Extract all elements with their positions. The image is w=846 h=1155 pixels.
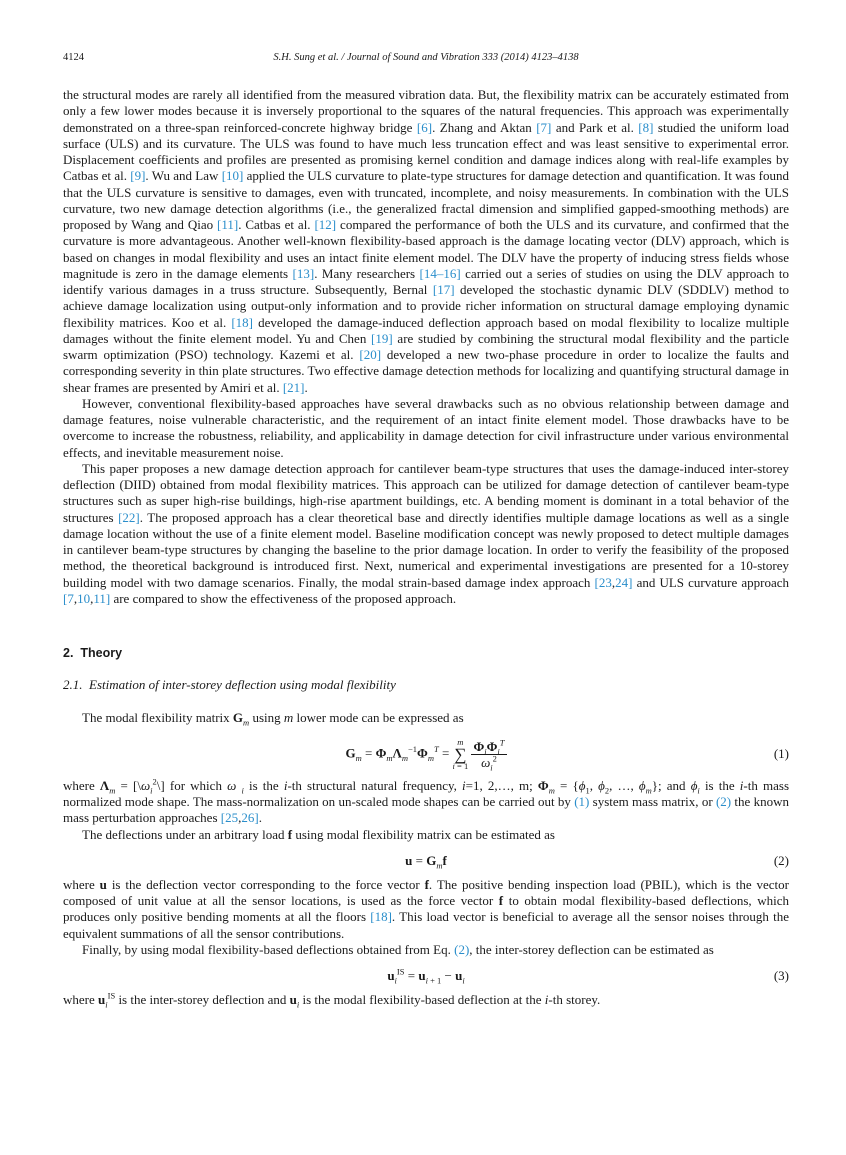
citation-link[interactable]: [8]	[638, 119, 654, 135]
section-title: Theory	[80, 646, 123, 660]
text-run: . Many researchers	[314, 265, 420, 281]
text-run: .	[304, 379, 308, 395]
equation-3-number: (3)	[773, 968, 789, 983]
running-head: S.H. Sung et al. / Journal of Sound and Vibration 333 (2014) 4123–4138	[273, 52, 579, 63]
page-header	[63, 52, 789, 68]
equation-2-number: (2)	[773, 852, 789, 868]
paragraph-flexibility-intro: The modal flexibility matrix $G_m$ using m lower mode can be expressed as	[82, 709, 464, 728]
citation-link[interactable]: [17]	[432, 282, 455, 297]
citation-link[interactable]: 24]	[615, 574, 633, 590]
section-heading	[63, 645, 789, 661]
text-run: and Park et al.	[551, 119, 639, 135]
citation-link[interactable]: [14–16]	[419, 265, 461, 281]
citation-link[interactable]: [21]	[282, 379, 305, 395]
subsection-title: Estimation of inter-storey deflection using modal flexibility	[89, 677, 396, 693]
citation-link[interactable]: 10	[77, 590, 91, 606]
citation-link[interactable]: [7	[63, 590, 74, 606]
citation-link[interactable]: [13]	[292, 265, 315, 281]
paragraph-deflection-intro: The deflections under an arbitrary load f using modal flexibility matrix can be estimated as	[82, 826, 555, 842]
text-run: are studied by combining the structural modal flexibility and the particle swarm optimization (PSO) technology. Kazemi et al.	[63, 330, 789, 362]
citation-link[interactable]: [19]	[371, 330, 393, 346]
text-run: . The proposed approach has a clear theoretical base and directly identifies multiple damage locations as well as a single damage location without the use of a finite element model. Baseline modification concept was newly proposed to detect multiple damages in cantilever beam-type structures by changing the baseline to the prior damage location. In order to verify the feasibility of the proposed method, the theoretical background is introduced first. Next, numerical and experimental investigations are presented for a 10-storey building model with two damage scenarios. Finally, the modal strain-based damage index approach	[63, 509, 789, 590]
paragraph-flexibility-definitions: where $\Lambda_m$ = $[\backslash\omega_i^2\backslash]$ for which ω $_i$ is the i-th structural natural frequency, i=1, 2,…, m; $\Phi_m = \{\phi_1$, $\phi_2$, …, $\phi_m$}; and $\phi_i$ is the i-th mass normalized mode shape. The mass-normalization on un-scaled mode shapes can be carried out by (1) system mass matrix, or (2) the known mass perturbation approaches [25,26].	[63, 776, 790, 826]
equation-3: $u_i^{IS} = u_{i + 1} - u_i$ (3)	[387, 966, 789, 986]
equation-2: $u = G_mf$ (2)	[405, 852, 789, 871]
text-run: developed the stochastic dynamic DLV (SDDLV) method to achieve damage localization using output-only information and to provide richer information on structural damage employing dynamic flexibility matrices. Koo et al.	[63, 282, 790, 330]
section-number: 2.	[63, 646, 74, 660]
text-run: ,	[611, 574, 616, 590]
citation-link[interactable]: [6]	[416, 119, 433, 135]
text-run: applied the ULS curvature to plate-type structures for damage detection and quantification. It was found that the ULS curvature is sensitive to damages, even with truncated, incomplete, and noisy measurements. In combination with the ULS curvature, two new damage detection algorithms (i.e., the generalized fractal dimension and simplified gapped-smoothing methods) are proposed by Wang and Qiao	[63, 168, 789, 232]
text-run: and ULS curvature approach	[632, 574, 789, 590]
citation-link[interactable]: [7]	[536, 119, 552, 135]
text-run: However, conventional flexibility-based approaches have several drawbacks such as no obvious relationship between damage and damage features, noise vulnerable characteristic, and the requirement of an intact finite element model. Those drawbacks have to be overcome to increase the robustness, reliability, and applicability in damage detection for civil infrastructure under various environmental effects, and inevitable measurement noise.	[63, 395, 789, 460]
subsection-number: 2.1.	[63, 677, 83, 693]
text-run: compared the performance of both the ULS and its curvature, and confirmed that the curvature is more advantageous. Another well-known flexibility-based approach is the damage locating vector (DLV) approach, which is based on changes in modal flexibility and uses an intact finite element model. The DLV have the property of inducing stress fields whose magnitude is zero in the damage elements	[63, 217, 789, 281]
paragraph-proposal	[63, 461, 789, 607]
paragraph-literature-review	[63, 87, 789, 396]
text-run: . Wu and Law	[145, 168, 222, 184]
paragraph-inter-storey-intro: Finally, by using modal flexibility-based deflections obtained from Eq. (2), the inter-storey deflection can be estimated as	[82, 941, 714, 957]
citation-link[interactable]: [18]	[231, 314, 254, 330]
text-run: the structural modes are rarely all identified from the measured vibration data. But, the flexibility matrix can be accurately estimated from only a few lower modes because it is inversely proportional to the squares of the natural frequencies. This approach was experimentally demonstrated on a three-span reinforced-concrete highway bridge	[63, 87, 789, 135]
citation-link[interactable]: [11]	[217, 217, 239, 232]
citation-link[interactable]: [12]	[314, 217, 337, 232]
text-run: are compared to show the effectiveness of the proposed approach.	[110, 590, 457, 606]
citation-link[interactable]: [9]	[130, 168, 146, 184]
text-run: studied the uniform load surface (ULS) and its curvature. The ULS was found to have much less truncation effect and was least sensitive to experimental error. Displacement coefficients and profiles are presented as promising kernel condition and damage indices along with real-life examples by Catbas et al.	[63, 119, 789, 184]
text-run: ,	[73, 590, 78, 606]
paper-page	[63, 52, 789, 1008]
text-run: developed the damage-induced deflection approach based on modal flexibility to localize multiple damages without the finite element model. Yu and Chen	[63, 314, 789, 346]
citation-link[interactable]: [22]	[118, 509, 140, 525]
citation-link[interactable]: 11]	[93, 590, 111, 606]
subsection-heading	[63, 677, 789, 693]
body-text	[63, 87, 789, 1008]
text-run: . Zhang and Aktan	[432, 119, 537, 135]
citation-link[interactable]: [23	[594, 574, 612, 590]
citation-link[interactable]: [10]	[221, 168, 244, 184]
paragraph-drawbacks	[63, 396, 789, 461]
text-run: ,	[90, 590, 94, 606]
page-number: 4124	[63, 52, 84, 63]
paragraph-deflection-definitions: where u is the deflection vector corresponding to the force vector f. The positive bending inspection load (PBIL), which is the vector composed of unit value at all the sensor locations, is used as the force vector f to obtain modal flexibility-based deflections, which produces only positive bending moments at all the floors [18]. This load vector is beneficial to average all the sensor noises through the equivalent summations of all the sensor contributions.	[63, 876, 790, 941]
text-run: This paper proposes a new damage detection approach for cantilever beam-type structures that uses the damage-induced inter-storey deflection (DIID) obtained from modal flexibility matrices. This approach can be utilized for damage detection of cantilever beam-type structures such as super high-rise buildings, high-rise apartment buildings, etc. A bending moment is dominant in a total behavior of the structures	[63, 460, 789, 525]
equation-1: $G_m = \Phi_m\Lambda_m^{-1}\Phi_m^T$ = m ∑ i = 1 $\frac{\Phi_i\Phi_i^T}{\omega_i^2}$ (1)	[345, 736, 789, 773]
paragraph-inter-storey-definitions: where $u_i^{IS}$ is the inter-storey deflection and $u_i$ is the modal flexibility-based deflection at the i-th storey.	[63, 990, 601, 1010]
text-run: . Catbas et al.	[238, 217, 315, 232]
citation-link[interactable]: [20]	[359, 347, 382, 362]
text-run: developed a new two-phase procedure in order to localize the faults and corresponding severity in thin plate structures. Two effective damage detection methods for localizing and quantifying structural damage in shear frames are presented by Amiri et al.	[63, 347, 789, 395]
equation-1-number: (1)	[773, 745, 789, 761]
text-run: carried out a series of studies on using the DLV approach to identify various damages in a truss structure. Subsequently, Bernal	[63, 265, 789, 297]
